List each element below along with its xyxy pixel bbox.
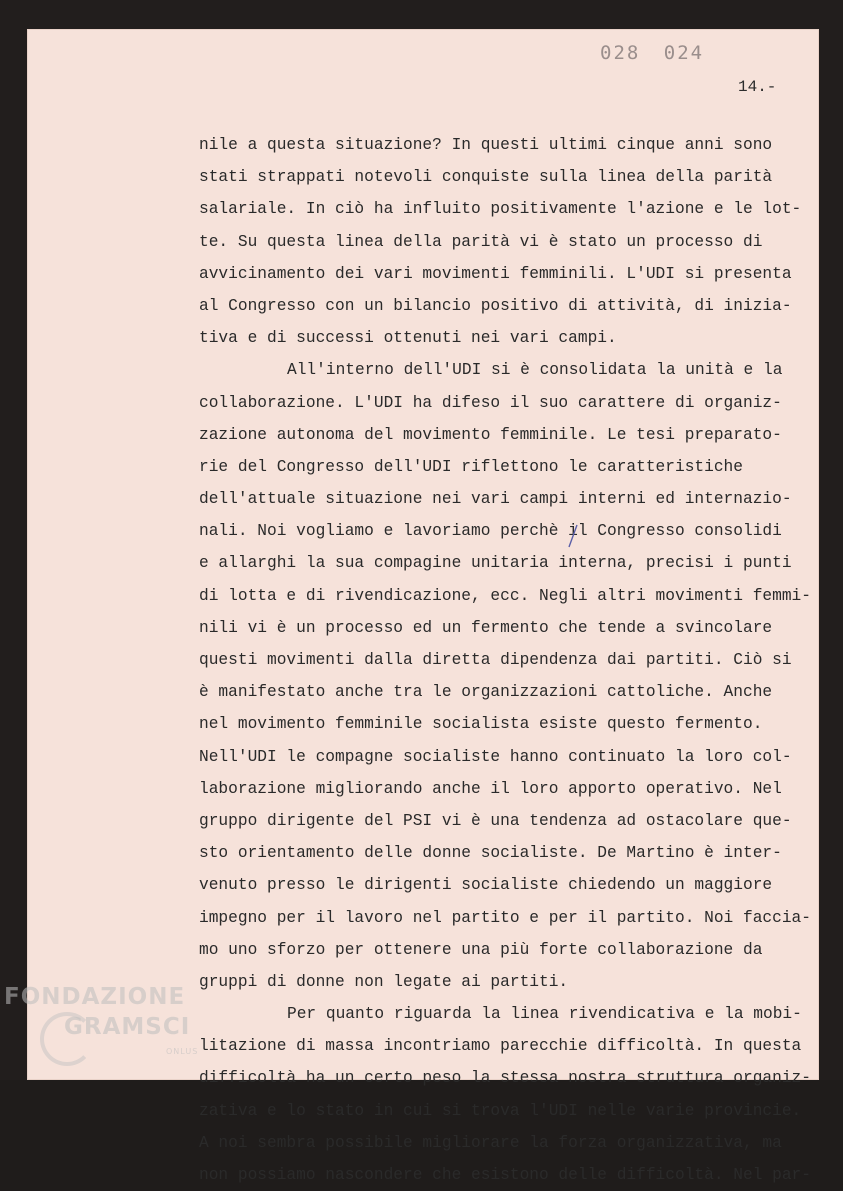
watermark-line2: GRAMSCI (64, 1014, 191, 1040)
handwritten-slash-mark (567, 524, 579, 548)
text-line: Nell'UDI le compagne socialiste hanno continuato la loro col- (199, 747, 792, 766)
text-line: al Congresso con un bilancio positivo di attività, di inizia- (199, 296, 792, 315)
text-line: di lotta e di rivendicazione, ecc. Negli altri movimenti femmi- (199, 586, 811, 605)
text-line: difficoltà ha un certo peso la stessa nostra struttura organiz- (199, 1069, 811, 1088)
text-line: gruppi di donne non legate ai partiti. (199, 972, 569, 991)
text-line: avvicinamento dei vari movimenti femminili. L'UDI si presenta (199, 264, 792, 283)
text-line: mo uno sforzo per ottenere una più forte collaborazione da (199, 940, 763, 959)
text-line: nili vi è un processo ed un fermento che tende a svincolare (199, 618, 773, 637)
text-line: sto orientamento delle donne socialiste. De Martino è inter- (199, 844, 782, 863)
text-line: zativa e lo stato in cui si trova l'UDI nelle varie provincie. (199, 1101, 802, 1120)
text-line: stati strappati notevoli conquiste sulla linea della parità (199, 168, 773, 187)
text-line: All'interno dell'UDI si è consolidata la unità e la (287, 361, 783, 380)
text-line: e allarghi la sua compagine unitaria interna, precisi i punti (199, 554, 792, 573)
watermark-line3: ONLUS (166, 1047, 199, 1056)
text-line: questi movimenti dalla diretta dipendenza dai partiti. Ciò si (199, 651, 792, 669)
archive-number-stamp: 028 024 (600, 42, 705, 64)
text-line: litazione di massa incontriamo parecchie difficoltà. In questa (199, 1037, 802, 1056)
text-line: venuto presso le dirigenti socialiste chiedendo un maggiore (199, 876, 773, 895)
text-line: nile a questa situazione? In questi ultimi cinque anni sono (199, 136, 773, 154)
text-line: dell'attuale situazione nei vari campi interni ed internazio- (199, 490, 792, 509)
text-line: tiva e di successi ottenuti nei vari campi. (199, 329, 617, 348)
page-number: 14.- (738, 78, 777, 96)
text-line: A noi sembra possibile migliorare la forza organizzativa, ma (199, 1133, 782, 1152)
text-line: non possiamo nascondere che esistono delle difficoltà. Nel par- (199, 1166, 811, 1184)
text-line: collaborazione. L'UDI ha difeso il suo carattere di organiz- (199, 393, 782, 412)
watermark-line1: FONDAZIONE (4, 984, 186, 1010)
text-line: laborazione migliorando anche il loro apporto operativo. Nel (199, 779, 782, 798)
text-line: nali. Noi vogliamo e lavoriamo perchè il Congresso consolidi (199, 522, 782, 541)
text-line: Per quanto riguarda la linea rivendicativa e la mobi- (287, 1005, 802, 1024)
text-line: impegno per il lavoro nel partito e per il partito. Noi faccia- (199, 908, 811, 927)
text-line: gruppo dirigente del PSI vi è una tendenza ad ostacolare que- (199, 811, 792, 830)
fondazione-gramsci-watermark (4, 984, 199, 1056)
text-line: te. Su questa linea della parità vi è stato un processo di (199, 232, 763, 251)
text-line: rie del Congresso dell'UDI riflettono le caratteristiche (199, 457, 743, 476)
text-line: è manifestato anche tra le organizzazioni cattoliche. Anche (199, 683, 773, 702)
text-line: zazione autonoma del movimento femminile. Le tesi preparato- (199, 425, 782, 444)
document-body (199, 129, 811, 1191)
text-line: salariale. In ciò ha influito positivamente l'azione e le lot- (199, 200, 802, 219)
text-line: nel movimento femminile socialista esiste questo fermento. (199, 715, 763, 734)
